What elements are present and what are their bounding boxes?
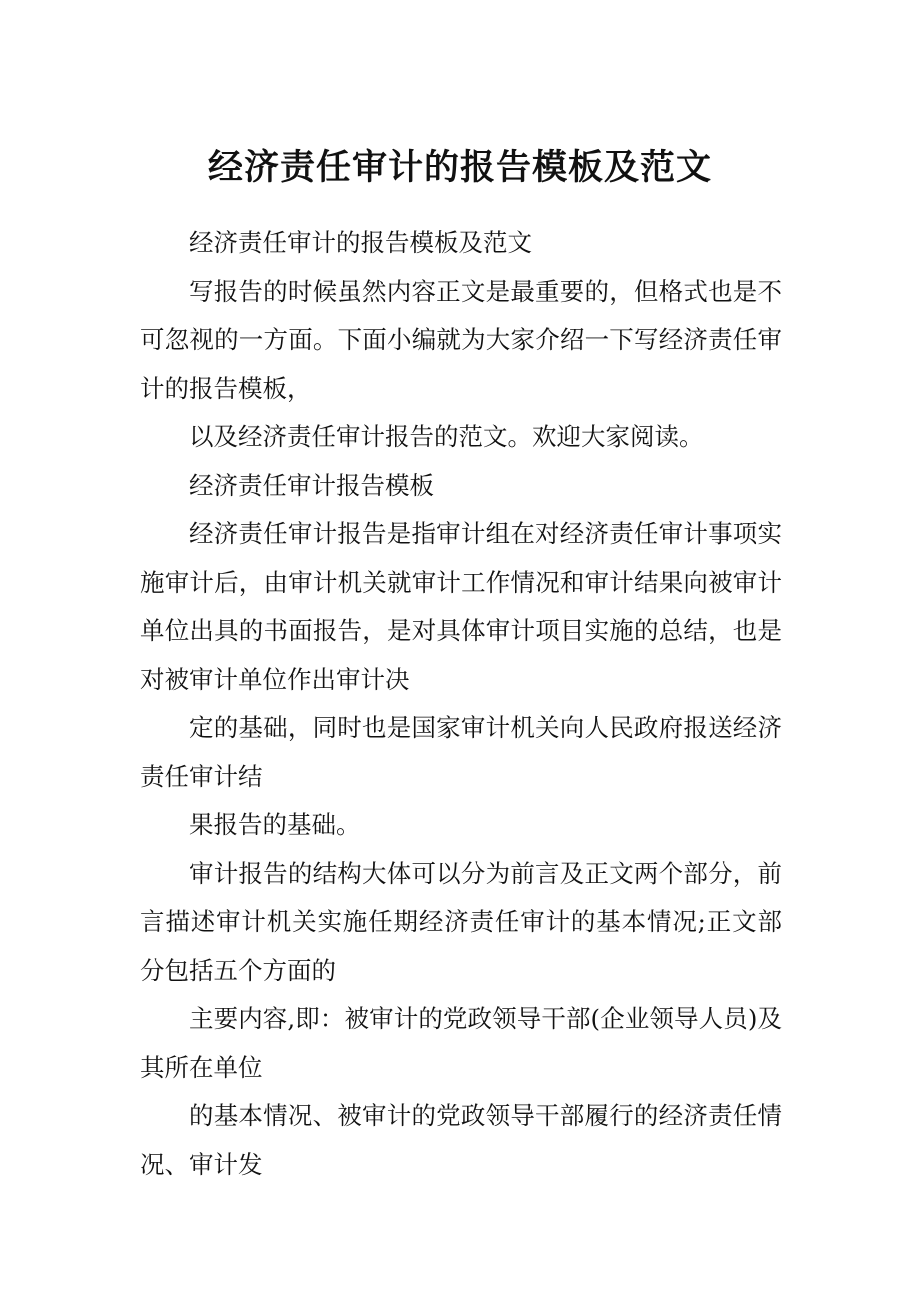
document-body	[140, 219, 782, 1189]
paragraph-subtitle: 经济责任审计的报告模板及范文	[189, 228, 532, 257]
paragraph-section-heading: 经济责任审计报告模板	[189, 470, 434, 500]
paragraph-basic-info: 的基本情况、被审计的党政领导干部履行的经济责任情况、审计发	[140, 1101, 782, 1179]
paragraph-structure: 审计报告的结构大体可以分为前言及正文两个部分，前言描述审计机关实施任期经济责任审计的基本情况;正文部分包括五个方面的	[140, 858, 782, 985]
document-title: 经济责任审计的报告模板及范文	[207, 147, 712, 188]
paragraph-definition: 经济责任审计报告是指审计组在对经济责任审计事项实施审计后，由审计机关就审计工作情况和审计结果向被审计单位出具的书面报告，是对具体审计项目实施的总结，也是对被审计单位作出审计决	[140, 519, 782, 694]
paragraph-intro-continued: 以及经济责任审计报告的范文。欢迎大家阅读。	[189, 422, 704, 451]
paragraph-definition-continued: 定的基础，同时也是国家审计机关向人民政府报送经济责任审计结	[140, 713, 782, 791]
paragraph-intro: 写报告的时候虽然内容正文是最重要的，但格式也是不可忽视的一方面。下面小编就为大家介绍一下写经济责任审计的报告模板，	[140, 276, 782, 403]
paragraph-main-content: 主要内容,即：被审计的党政领导干部(企业领导人员)及其所在单位	[140, 1004, 782, 1082]
paragraph-definition-end: 果报告的基础。	[189, 810, 361, 839]
